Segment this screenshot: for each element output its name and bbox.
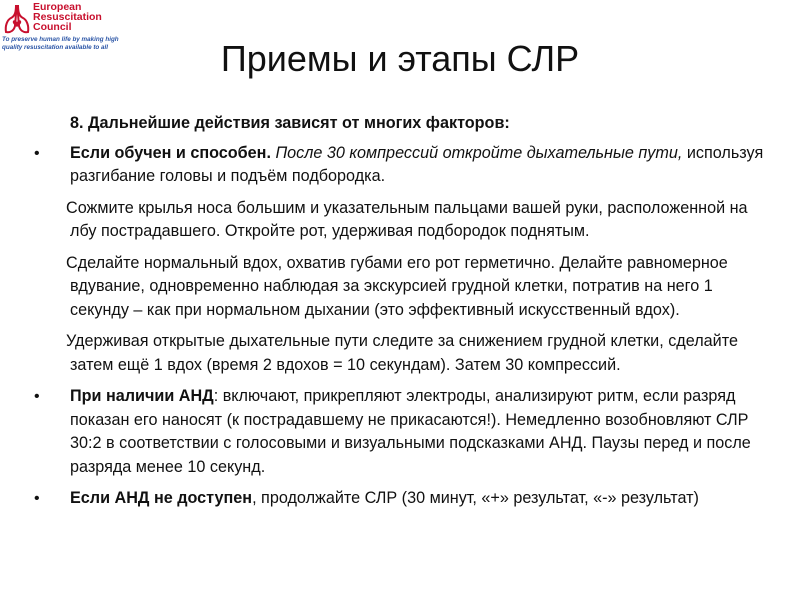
aed-rest: : включают, прикрепляют электроды, анализируют ритм, если разряд показан его наносят (к пострадавшему не прикасаются!). Немедленно возобновляют СЛР 30:2 в соответствии с голосовыми и визуальными подсказками АНД. Паузы перед и после разряда менее 10 секунд.: [70, 387, 751, 476]
lungs-heart-icon: [2, 2, 32, 36]
bullet-trained: [40, 142, 770, 189]
section-heading: [40, 112, 770, 136]
no-aed-bold: Если АНД не доступен: [70, 489, 253, 507]
bullet-aed: [40, 385, 770, 479]
trained-bold: Если обучен и способен.: [70, 143, 271, 162]
logo-line-3: Council: [33, 21, 72, 33]
bullet-no-aed: [40, 487, 770, 511]
logo-line-2: Resuscitation: [33, 11, 102, 23]
aed-bold: При наличии АНД: [70, 387, 214, 405]
logo-tagline: To preserve human life by making high quality resuscitation available to all: [2, 36, 119, 51]
trained-italic: После 30 компрессий откройте дыхательные пути,: [270, 143, 683, 162]
logo-wordmark: [33, 2, 102, 32]
slide-body: [40, 112, 770, 519]
paragraph-second-breath: Удерживая открытые дыхательные пути следите за снижением грудной клетки, сделайте затем ещё 1 вдох (время 2 вдохов = 10 секундам). Затем 30 компрессий.: [66, 332, 738, 374]
no-aed-rest: , продолжайте СЛР (30 минут, «+» результат, «-» результат): [252, 489, 699, 507]
paragraph-breath: Сделайте нормальный вдох, охватив губами его рот герметично. Делайте равномерное вдувание, одновременно наблюдая за экскурсией грудной клетки, потратив на него 1 секунду – как при нормальном дыхании (это эффективный искусственный вдох).: [66, 253, 728, 319]
trained-rest: используя разгибание головы и подъём подбородка.: [70, 143, 764, 185]
slide-title: Приемы и этапы СЛР: [220, 38, 580, 79]
heading-text: 8. Дальнейшие действия зависят от многих факторов:: [70, 114, 510, 132]
paragraph-nose: Сожмите крылья носа большим и указательным пальцами вашей руки, расположенной на лбу пострадавшего. Откройте рот, удерживая подбородок поднятым.: [66, 198, 748, 240]
logo-line-1: European: [33, 1, 82, 13]
